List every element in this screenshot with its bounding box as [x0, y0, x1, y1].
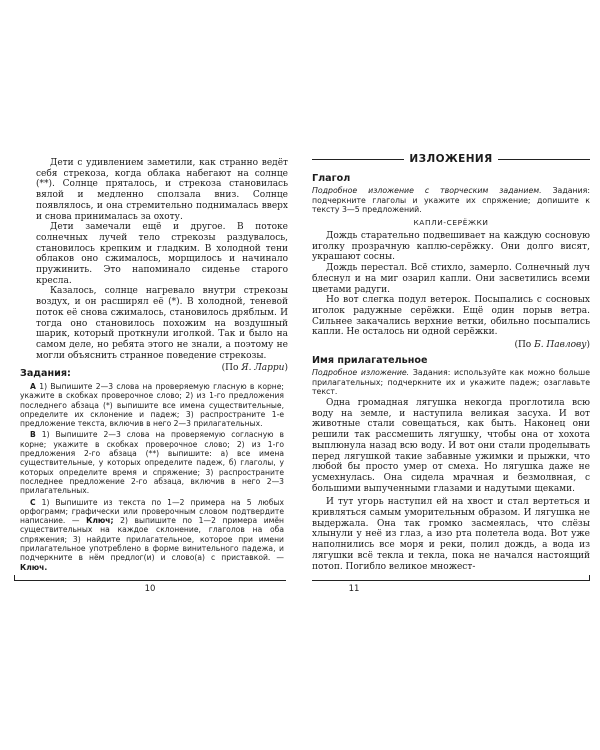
section-title-adjective: Имя прилагательное — [312, 355, 428, 366]
story-paragraph: И тут угорь наступил ей на хвост и стал вертеться и кривляться самым уморительным образом. И лягушка не выдержала. Она так громко засмеялась, что слёзы хлынули у неё из глаз, а изо рта полетела вода. Вот уже наполнились все моря и реки, полил дождь, а вода из лягушки всё текла и текла, пока не начался настоящий потоп. Погибло великое множест- — [312, 497, 590, 572]
task-a: А 1) Выпишите 2—3 слова на проверяемую гласную в корне; укажите в скобках проверочное слово; 2) из 1-го предложения последнего абзаца (*) выпишите все имена существительные, определите их склонение и падеж; 3) распространите 1-е предложение текста, включив в него 2—3 прилагательных. — [20, 382, 284, 429]
story-title: КАПЛИ-СЕРЁЖКИ — [413, 218, 489, 227]
tasks-heading: Задания: — [20, 368, 71, 379]
key-label: Ключ; — [86, 516, 114, 526]
story-paragraph: Дождь старательно подвешивает на каждую сосновую иголку прозрачную каплю-серёжку. Они долго висят, украшают сосны. — [312, 231, 590, 263]
tasks-list — [20, 382, 284, 572]
task-type: Подробное изложение с творческим заданием. — [312, 186, 542, 195]
header-rule — [498, 159, 590, 160]
left-footer — [14, 580, 286, 600]
section-title-verb: Глагол — [312, 173, 351, 184]
source-author: Я. Ларри — [241, 363, 285, 374]
section2-task: Подробное изложение. Задания: используйте как можно больше прилагательных; подчеркните их и укажите падеж; озаглавьте текст. — [312, 368, 590, 397]
task-b: В 1) Выпишите 2—3 слова на проверяемую согласную в корне; укажите в скобках проверочное слово; 2) из 1-го предложения 2-го абзаца (**) выпишите: а) все имена существительные, у которых определите падеж, б) глаголы, у которых определите время и спряжение; 3) распространите последнее предложение 2-го абзаца, включив в него 2—3 прилагательных. — [20, 430, 284, 496]
left-story-text — [36, 158, 288, 374]
story-paragraph: Дождь перестал. Всё стихло, замерло. Солнечный луч блеснул и на миг озарил капли. Они засветились всеми цветами радуги. — [312, 263, 590, 295]
story-source: (По Я. Ларри) — [221, 363, 288, 374]
footer-rule — [14, 580, 286, 581]
key-label: Ключ. — [20, 562, 48, 572]
section1-story — [312, 231, 590, 351]
story-source: (По Б. Павлову) — [514, 340, 590, 351]
story-paragraph: Дети замечали ещё и другое. В потоке солнечных лучей тело стрекозы раздувалось, становилось крепким и гладким. В холодной тени облаков оно сжималось, морщилось и начинало пружинить. Это напоминало сиденье старого кресла. — [36, 222, 288, 286]
right-footer — [312, 580, 590, 600]
section2-story — [312, 398, 590, 572]
right-page — [300, 0, 600, 750]
story-paragraph: Но вот слегка подул ветерок. Посыпались с сосновых иголок радужные серёжки. Ещё один порыв ветра. Сильнее закачались верхние ветки, обильно посыпались капли. Не осталось ни одной серёжки. — [312, 295, 590, 338]
source-author: Б. Павлову — [534, 340, 587, 351]
story-paragraph: Одна громадная лягушка некогда проглотила всю воду на земле, и наступила великая засуха. И вот животные стали совещаться, как быть. Наконец они решили так рассмешить лягушку, чтобы она от хохота выплюнула назад всю воду. И вот они стали проделывать перед лягушкой такие забавные ужимки и прыжки, что любой бы просто умер от смеха. Но лягушка даже не усмехнулась. Она сидела мрачная и безмолвная, с большими выпученными глазами и надутыми щеками. — [312, 398, 590, 494]
section-header — [312, 153, 590, 165]
footer-rule — [312, 580, 590, 581]
header-title: ИЗЛОЖЕНИЯ — [409, 153, 493, 165]
story-paragraph: Казалось, солнце нагревало внутри стрекозы воздух, и он расширял её (*). В холодной, теневой поток её снова сжималось, становилось дряблым. И тогда оно становилось похожим на воздушный шарик, который проткнули иголкой. Так и было на самом деле, но ребята этого не знали, а поэтому не могли объяснить странное поведение стрекозы. — [36, 286, 288, 361]
footer-tick — [589, 575, 590, 580]
task-letter: С — [30, 497, 36, 507]
task-c: С 1) Выпишите из текста по 1—2 примера на 5 любых орфограмм; графически или проверочным словом подтвердите написание. — Ключ; 2) выпишите по 1—2 примера имён существительных на каждое склонение, глаголов на оба спряжения; 3) найдите прилагательное, которое при имени прилагательное употреблено в форме винительного падежа, и подчеркните в нём предлог(и) и слово(а) с приставкой. — Ключ. — [20, 497, 284, 572]
task-letter: А — [30, 382, 36, 391]
page-number: 10 — [144, 584, 156, 594]
task-letter: В — [30, 430, 36, 440]
page-number: 11 — [348, 584, 360, 594]
footer-tick — [14, 575, 15, 580]
header-rule — [312, 159, 404, 160]
task-type: Подробное изложение. — [312, 368, 410, 377]
story-paragraph: Дети с удивлением заметили, как странно ведёт себя стрекоза, когда облака набегают на солнце (**). Солнце пряталось, и стрекоза становилась вялой и медленно сползала вниз. Солнце появлялось, и она стремительно поднималась вверх и снова принималась за охоту. — [36, 158, 288, 222]
section1-task: Подробное изложение с творческим заданием. Задания: подчеркните глаголы и укажите их спряжение; допишите к тексту 3—5 предложений. — [312, 186, 590, 215]
